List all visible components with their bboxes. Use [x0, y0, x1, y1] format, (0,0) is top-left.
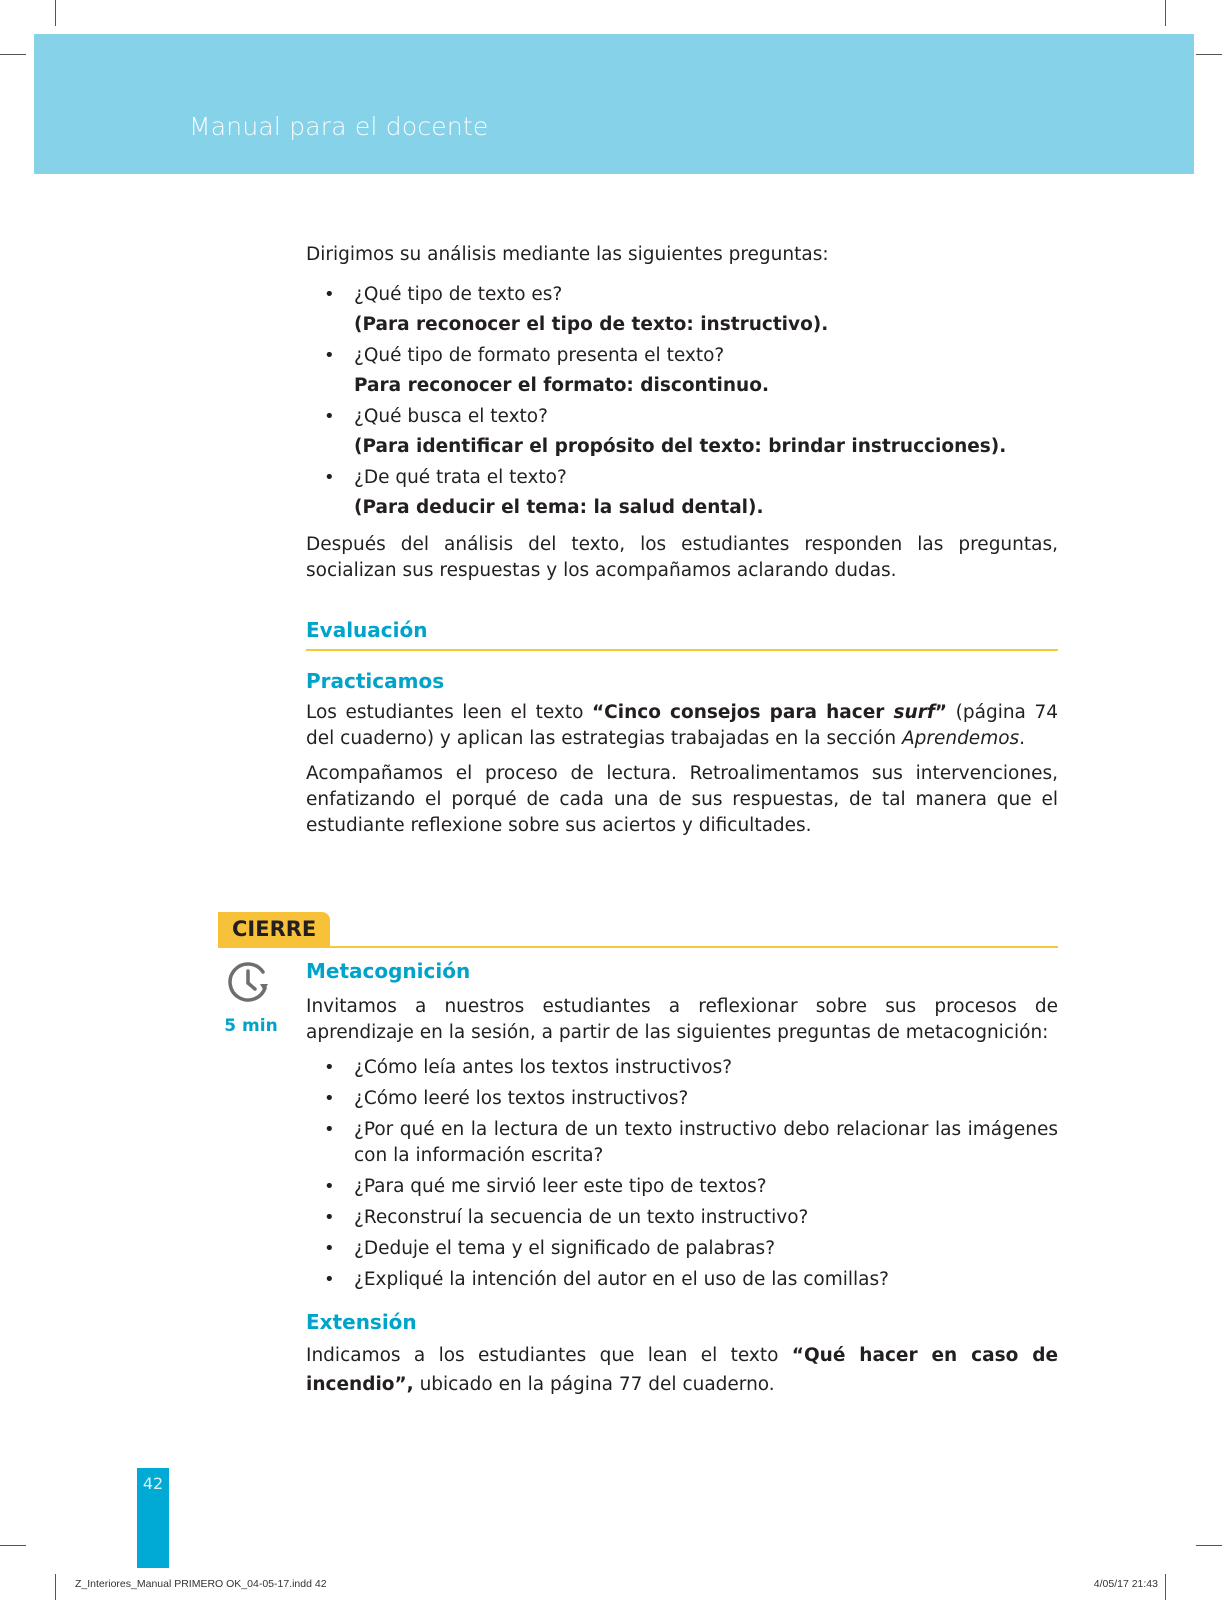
clock-icon: [224, 958, 274, 1008]
text-title-bold: “Qué hacer en caso de incendio”,: [306, 1345, 1058, 1395]
text-span: Los estudiantes leen el texto: [306, 702, 592, 723]
answer-text: (Para identificar el propósito del texto: brindar instrucciones).: [354, 436, 1007, 457]
list-item: • ¿Deduje el tema y el significado de palabras?: [306, 1236, 1058, 1262]
metacognicion-heading: Metacognición: [306, 959, 471, 983]
answer-text: Para reconocer el formato: discontinuo.: [354, 375, 769, 396]
section-name-italic: Aprendemos: [901, 728, 1020, 749]
print-slug-date: 4/05/17 21:43: [1093, 1578, 1158, 1590]
list-item: • ¿Cómo leeré los textos instructivos?: [306, 1086, 1058, 1112]
list-item: [306, 465, 1058, 521]
list-item: • ¿Expliqué la intención del autor en el uso de las comillas?: [306, 1267, 1058, 1293]
metacognicion-intro: Invitamos a nuestros estudiantes a reflexionar sobre sus procesos de aprendizaje en la sesión, a partir de las siguientes preguntas de metacognición:: [306, 996, 1058, 1043]
question-text: ¿Qué busca el texto?: [354, 406, 548, 427]
question-text: ¿Qué tipo de formato presenta el texto?: [354, 345, 725, 366]
section-divider: [306, 649, 1058, 651]
feedback-paragraph: Acompañamos el proceso de lectura. Retroalimentamos sus intervenciones, enfatizando el porqué de cada una de sus respuestas, de tal manera que el estudiante reflexione sobre sus aciertos y dificultades.: [306, 763, 1058, 836]
crop-mark: [55, 1574, 56, 1600]
question-text: ¿De qué trata el texto?: [354, 467, 567, 488]
list-item: • ¿Por qué en la lectura de un texto instructivo debo relacionar las imágenes con la información escrita?: [306, 1117, 1058, 1169]
crop-mark: [55, 0, 56, 26]
page-header-title: Manual para el docente: [189, 112, 489, 141]
list-item: [306, 343, 1058, 399]
text-title-close: ”: [934, 702, 948, 723]
answer-text: (Para reconocer el tipo de texto: instructivo).: [354, 314, 829, 335]
page-number: 42: [142, 1474, 164, 1493]
crop-mark: [1196, 54, 1222, 55]
crop-mark: [1165, 1574, 1166, 1600]
practicamos-paragraph: [306, 700, 1058, 752]
question-text: ¿Qué tipo de texto es?: [354, 284, 563, 305]
list-item: • ¿Cómo leía antes los textos instructivos?: [306, 1055, 1058, 1081]
header-band: [34, 34, 1194, 174]
metacognition-questions-list: [306, 1055, 1058, 1293]
list-item: [306, 404, 1058, 460]
print-slug-file: Z_Interiores_Manual PRIMERO OK_04-05-17.indd 42: [75, 1578, 327, 1590]
crop-mark: [1165, 0, 1166, 26]
main-content: [306, 242, 1058, 839]
cierre-label: CIERRE: [232, 917, 317, 941]
extension-paragraph: [306, 1341, 1058, 1399]
cierre-section-bar: [218, 912, 1058, 952]
practicamos-heading: Practicamos: [306, 669, 445, 693]
text-span: Indicamos a los estudiantes que lean el texto: [306, 1345, 792, 1366]
text-span: .: [1019, 728, 1026, 749]
list-item: • ¿Reconstruí la secuencia de un texto instructivo?: [306, 1205, 1058, 1231]
cierre-tab: [218, 912, 330, 948]
text-title-italic: surf: [893, 702, 935, 723]
text-title-bold: “Cinco consejos para hacer: [592, 702, 894, 723]
extension-heading: Extensión: [306, 1310, 417, 1334]
crop-mark: [0, 1545, 26, 1546]
crop-mark: [0, 54, 26, 55]
evaluacion-heading: Evaluación: [306, 618, 428, 642]
section-divider: [330, 946, 1058, 948]
duration-label: 5 min: [224, 1016, 278, 1036]
answer-text: (Para deducir el tema: la salud dental).: [354, 497, 764, 518]
text-span: ubicado en la página 77 del cuaderno.: [413, 1374, 775, 1395]
cierre-content: [306, 958, 1058, 1399]
analysis-intro: Dirigimos su análisis mediante las siguientes preguntas:: [306, 244, 829, 265]
list-item: • ¿Para qué me sirvió leer este tipo de textos?: [306, 1174, 1058, 1200]
crop-mark: [1196, 1545, 1222, 1546]
text-span: (página 74 del cuaderno) y aplican las estrategias trabajadas en la sección: [306, 702, 1059, 749]
list-item: [306, 282, 1058, 338]
analysis-conclusion: Después del análisis del texto, los estudiantes responden las preguntas, socializan sus respuestas y los acompañamos aclarando dudas.: [306, 534, 1058, 581]
analysis-questions-list: [306, 282, 1058, 521]
